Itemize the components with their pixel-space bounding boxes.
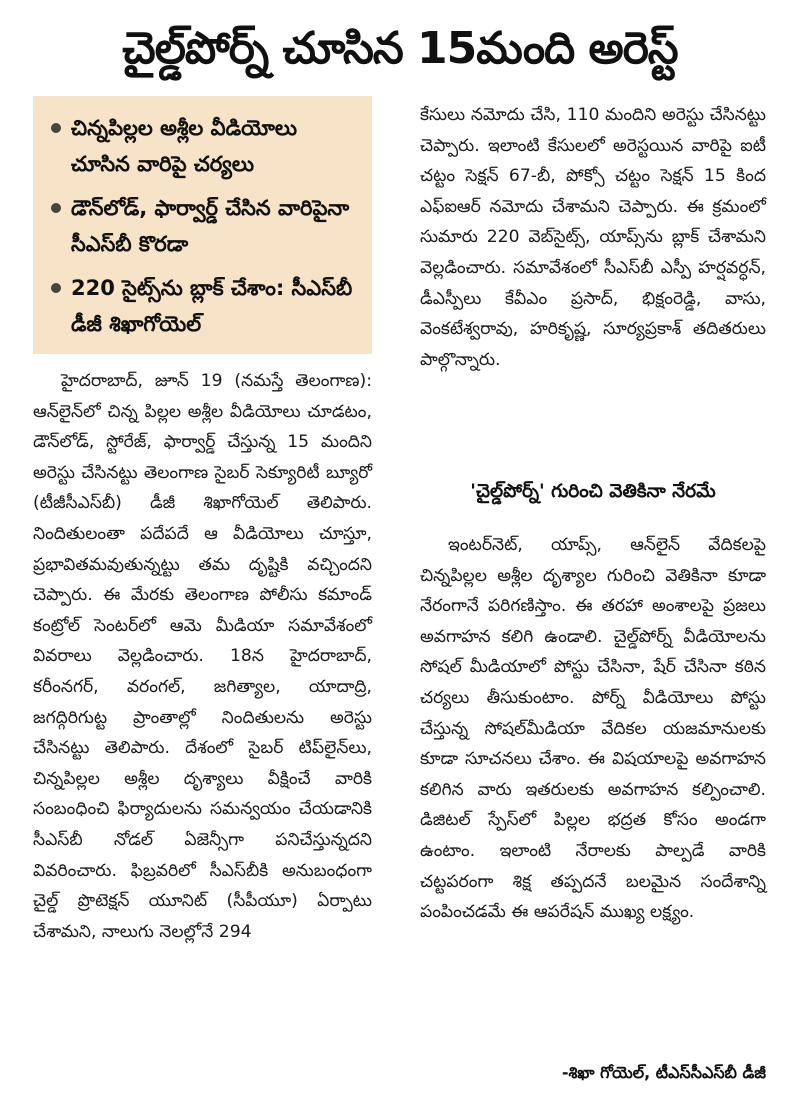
body-paragraph: కేసులు నమోదు చేసి, 110 మందిని అరెస్టు చేసినట్టు చెప్పారు. ఇలాంటి కేసులలో అరెస్టయిన వారిపై ఐటీ చట్టం సెక్షన్ 67-బీ, పోక్సో చట్టం సెక్షన్ 15 కింద ఎఫ్ఐఆర్ నమోదు చేశామని చెప్పారు. ఈ క్రమంలో సుమారు 220 వెబ్‌సైట్స్, యాప్స్‌ను బ్లాక్ చేశామని వెల్లడించారు. సమావేశంలో సీఎస్‌బీ ఎస్పీ హర్షవర్ధన్, డీఎస్పీలు కేవీఎం ప్రసాద్, భిక్షంరెడ్డి, వాసు, వెంకటేశ్వరావు, హరికృష్ణ, సూర్యప్రకాశ్ తదితరులు పాల్గొన్నారు. [420,105,766,370]
highlight-item [51,270,362,342]
body-paragraph: హైదరాబాద్, జూన్ 19 (నమస్తే తెలంగాణ): ఆన్‌లైన్‌లో చిన్న పిల్లల అశ్లీల వీడియోలు చూడటం, డౌన్‌లోడ్, స్టోరేజ్, ఫార్వార్డ్ చేస్తున్న 15 మందిని అరెస్టు చేసినట్టు తెలంగాణ సైబర్ సెక్యూరిటీ బ్యూరో (టీజీసీఎస్‌బీ) డీజీ శిఖాగోయెల్ తెలిపారు. నిందితులంతా పదేపదే ఆ వీడియోలు చూస్తూ, ప్రభావితమవుతున్నట్టు తమ దృష్టికి వచ్చిందని చెప్పారు. ఈ మేరకు తెలంగాణ పోలీసు కమాండ్ కంట్రోల్ సెంటర్‌లో ఆమె మీడియా సమావేశంలో వివరాలు వెల్లడించారు. 18న హైదరాబాద్, కరీంనగర్, వరంగల్, జగిత్యాల, యాదాద్రి, జగద్గిరిగుట్ట ప్రాంతాల్లో నిందితులను అరెస్టు చేసినట్టు తెలిపారు. దేశంలో సైబర్ టిప్‌లైన్‌లు, చిన్నపిల్లల అశ్లీల దృశ్యాలు వీక్షించే వారికి సంబంధించి ఫిర్యాదులను సమన్వయం చేయడానికి సీఎస్‌బీ నోడల్ ఏజెన్సీగా పనిచేస్తున్నదని వివరించారు. ఫిబ్రవరిలో సీఎస్‌బీకి అనుబంధంగా చైల్డ్ ప్రొటెక్షన్ యూనిట్ (సీపీయూ) ఏర్పాటు చేశామని, నాలుగు నెలల్లోనే 294 [33,371,372,942]
highlight-item [51,190,362,262]
article-body-right-top [420,100,766,375]
bullet-icon [51,123,61,133]
byline: -శిఖా గోయెల్, టీఎస్‌సీఎస్‌బీ డీజీ [561,1063,766,1082]
highlight-text: 220 సైట్స్‌ను బ్లాక్ చేశాం: సీఎస్‌బీ డీజీ శిఖాగోయెల్ [71,276,353,336]
headline: చైల్డ్‌పోర్న్ చూసిన 15మంది అరెస్ట్ [122,23,678,74]
highlights-box [33,96,372,354]
article-body-left [33,366,372,947]
bullet-icon [51,283,61,293]
article-body-right-bottom [420,530,766,928]
highlight-text: చిన్నపిల్లల అశ్లీల వీడియోలు చూసిన వారిపై చర్యలు [71,116,298,176]
highlight-text: డౌన్‌లోడ్, ఫార్వార్డ్ చేసిన వారిపైనా సీఎస్‌బీ కొరడా [71,196,350,256]
subheading: 'చైల్డ్‌పోర్న్' గురించి వెతికినా నేరమే [470,481,716,502]
bullet-icon [51,203,61,213]
highlight-item [51,110,362,182]
body-paragraph: ఇంటర్‌నెట్, యాప్స్, ఆన్‌లైన్ వేదికలపై చిన్నపిల్లల అశ్లీల దృశ్యాల గురించి వెతికినా కూడా నేరంగానే పరిగణిస్తాం. ఈ తరహా అంశాలపై ప్రజలు అవగాహన కలిగి ఉండాలి. చైల్డ్‌పోర్న్ వీడియోలను సోషల్ మీడియాలో పోస్టు చేసినా, షేర్ చేసినా కఠిన చర్యలు తీసుకుంటాం. పోర్న్ వీడియోలు పోస్టు చేస్తున్న సోషల్‌మీడియా వేదికల యజమానులకు కూడా సూచనలు చేశాం. ఈ విషయాలపై అవగాహన కలిగిన వారు ఇతరులకు అవగాహన కల్పించాలి. డిజిటల్ స్పేస్‌లో పిల్లల భద్రత కోసం అండగా ఉంటాం. ఇలాంటి నేరాలకు పాల్పడే వారికి చట్టపరంగా శిక్ష తప్పదనే బలమైన సందేశాన్ని పంపించడమే ఈ ఆపరేషన్ ముఖ్య లక్ష్యం. [420,535,766,923]
